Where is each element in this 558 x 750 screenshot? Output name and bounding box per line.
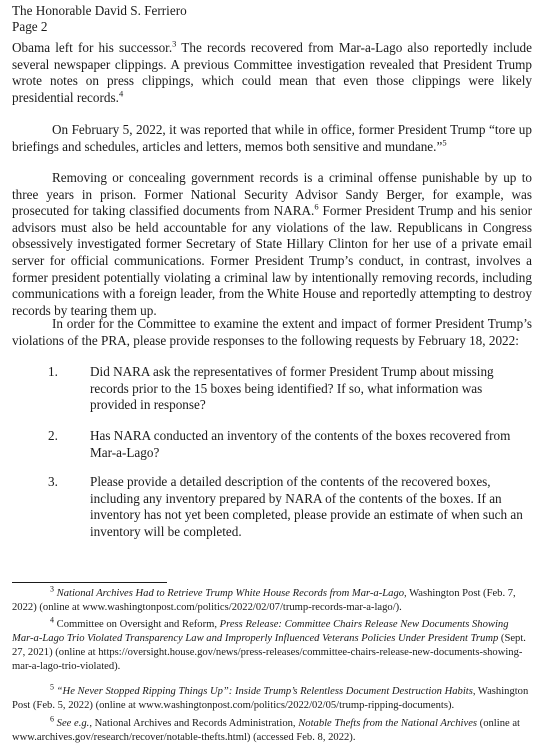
footnote-mark: 6	[50, 714, 54, 724]
footnote-ref-6[interactable]: 6	[314, 201, 319, 212]
footnote-6	[12, 714, 532, 745]
footnote-title-2: Notable Thefts from the National Archives	[298, 718, 478, 729]
paragraph-1-text-b: The records recovered from Mar-a-Lago also reportedly include several newspaper clippings. A previous Committee investigation revealed that President Trump wrote notes on press clippings, which could mean that even those clippings were likely presidential records.	[12, 40, 532, 105]
paragraph-2	[12, 122, 532, 155]
footnote-text: , Washington Post (Feb. 5, 2022) (online at www.washingtonpost.com/politics/2022/02/05/trump-ripping-documents).	[12, 686, 529, 711]
list-item-number: 2.	[48, 428, 58, 443]
footnote-mark: 4	[50, 615, 54, 625]
footnote-4	[12, 615, 532, 674]
paragraph-4: In order for the Committee to examine the extent and impact of former President Trump’s violations of the PRA, please provide responses to the following requests by February 18, 2022:	[12, 316, 532, 348]
footnote-mark: 5	[50, 682, 54, 692]
addressee-line: The Honorable David S. Ferriero	[12, 3, 187, 18]
footnote-title: National Archives Had to Retrieve Trump White House Records from Mar-a-Lago,	[56, 588, 407, 599]
paragraph-1	[12, 40, 532, 106]
footnote-ref-5[interactable]: 5	[442, 137, 447, 148]
footnote-text: Washington Post (Feb. 7, 2022) (online at www.washingtonpost.com/politics/2022/02/07/trump-records-mar-a-lago/).	[12, 588, 516, 613]
footnote-divider	[12, 582, 167, 583]
list-item-text: Did NARA ask the representatives of former President Trump about missing records prior to the 15 boxes being identified? If so, what information was provided in response?	[90, 364, 494, 413]
list-item-text: Has NARA conducted an inventory of the contents of the boxes recovered from Mar-a-Lago?	[90, 428, 511, 460]
page-number: Page 2	[12, 19, 48, 34]
paragraph-1-text-a: Obama left for his successor.	[12, 40, 173, 55]
list-item-text: Please provide a detailed description of the contents of the recovered boxes, including any inventory prepared by NARA of the contents of the boxes. If an inventory has not yet been completed, please provide an estimate of when such an inventory will be completed.	[90, 474, 523, 539]
paragraph-3-text-b: Former President Trump and his senior advisors must also be held accountable for any violations of the law. Republicans in Congress obsessively investigated former Secretary of State Hillary Clinton for her use of a private email server for official communications. Former President Trump’s conduct, in contrast, involves a former president potentially violating a criminal law by intentionally removing records, including communications with a foreign leader, from the White House and reportedly attempting to destroy records by tearing them up.	[12, 203, 533, 318]
paragraph-2-text: On February 5, 2022, it was reported that while in office, former President Trump “tore up briefings and schedules, articles and letters, memos both sensitive and mundane.”	[12, 122, 532, 154]
footnote-ref-3[interactable]: 3	[172, 38, 177, 49]
footnote-lead: Committee on Oversight and Reform,	[56, 619, 220, 630]
footnote-ref-4[interactable]: 4	[118, 88, 124, 99]
paragraph-3-text-a: Removing or concealing government records is a criminal offense punishable by up to three years in prison. Former National Security Advisor Sandy Berger, for example, was prosecuted for taking classified documents from NARA.	[12, 170, 532, 219]
footnote-5	[12, 682, 532, 713]
footnote-title: See e.g.	[56, 718, 90, 729]
footnote-mark: 3	[50, 584, 54, 594]
list-item-number: 3.	[48, 474, 58, 489]
footnote-3	[12, 584, 532, 615]
list-item-number: 1.	[48, 364, 58, 379]
footnote-title: Press Release: Committee Chairs Release New Documents Showing Mar-a-Lago Trio Violated Transparency Law and Improperly Influenced Veterans Policies Under President Trump	[12, 619, 509, 644]
footnote-text: (Sept. 27, 2021) (online at https://oversight.house.gov/news/press-releases/committee-chairs-release-new-documents-showing-mar-a-lago-trio-violated).	[12, 633, 526, 672]
footnote-title: “He Never Stopped Ripping Things Up”: Inside Trump’s Relentless Document Destruction Habits	[56, 686, 473, 697]
paragraph-3	[12, 170, 532, 319]
footnote-text: , National Archives and Records Administration,	[89, 718, 299, 729]
footnote-text-2: (online at www.archives.gov/research/recover/notable-thefts.html) (accessed Feb. 8, 2022).	[12, 718, 520, 743]
